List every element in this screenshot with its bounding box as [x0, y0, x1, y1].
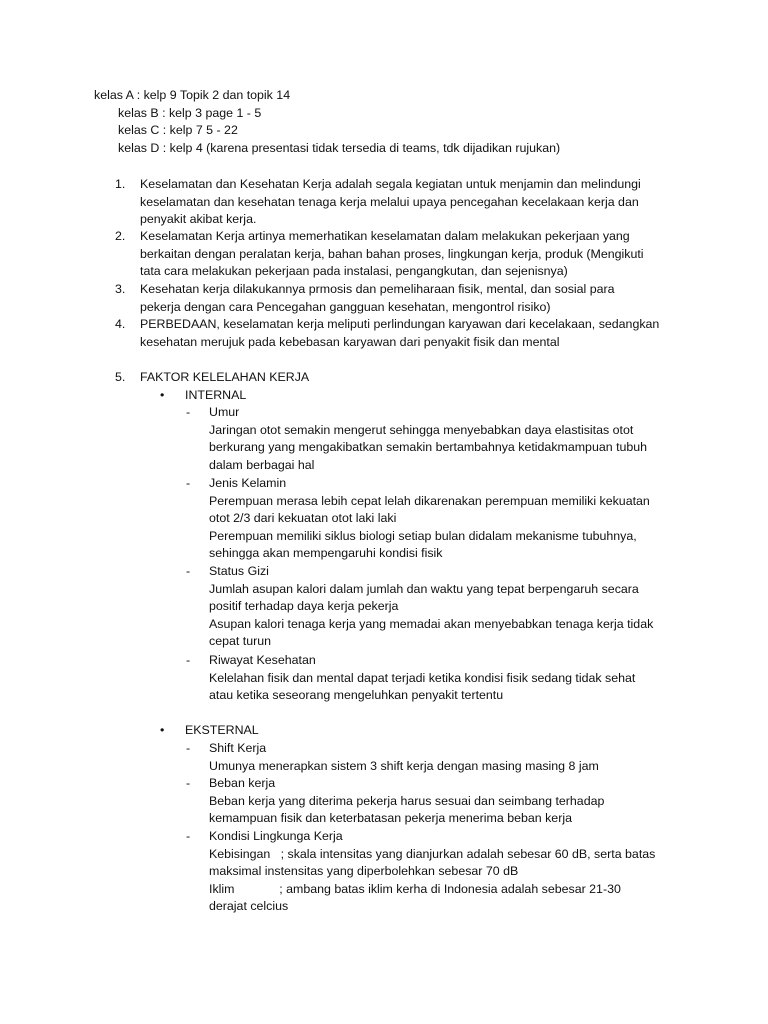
sub-item-text: Beban kerja yang diterima pekerja harus sesuai dan seimbang terhadap: [209, 793, 605, 808]
section-title: FAKTOR KELELAHAN KERJA: [140, 370, 310, 384]
bullet-icon: •: [160, 723, 165, 737]
sub-item-text: Jumlah asupan kalori dalam jumlah dan waktu yang tepat berpengaruh secara: [209, 581, 639, 596]
bullet-label: INTERNAL: [185, 388, 247, 402]
item-text: keselamatan dan kesehatan tenaga kerja melalui upaya pencegahan kecelakaan kerja dan: [140, 194, 639, 209]
sub-item-text: otot 2/3 dari kekuatan otot laki laki: [209, 511, 397, 526]
item-number: 3.: [115, 282, 126, 296]
dash-icon: -: [186, 405, 191, 419]
bullet-label: EKSTERNAL: [185, 723, 259, 737]
dash-icon: -: [186, 741, 191, 755]
dash-icon: -: [186, 653, 191, 667]
sub-item-title: Kondisi Lingkunga Kerja: [209, 829, 343, 843]
class-b-line: kelas B : kelp 3 page 1 - 5: [118, 105, 262, 120]
sub-item-text: Umunya menerapkan sistem 3 shift kerja dengan masing masing 8 jam: [209, 758, 599, 773]
item-text: berkaitan dengan peralatan kerja, bahan bahan proses, lingkungan kerja, produk (Mengikuti: [140, 246, 644, 261]
sub-item-text: atau ketika seseorang mengeluhkan penyakit tertentu: [209, 688, 504, 703]
sub-item-text: kemampuan fisik dan keterbatasan pekerja menerima beban kerja: [209, 811, 572, 826]
sub-item-text: cepat turun: [209, 634, 271, 649]
sub-item-title: Riwayat Kesehatan: [209, 653, 316, 667]
sub-item-text: Kebisingan ; skala intensitas yang dianjurkan adalah sebesar 60 dB, serta batas: [209, 846, 656, 861]
item-text: pekerja dengan cara Pencegahan gangguan kesehatan, mengontrol risiko): [140, 299, 551, 314]
sub-item-text: Perempuan merasa lebih cepat lelah dikarenakan perempuan memiliki kekuatan: [209, 493, 650, 508]
item-number: 4.: [115, 317, 126, 331]
item-text: tata cara melakukan pekerjaan pada instalasi, pengangkutan, dan sejenisnya): [140, 264, 568, 279]
sub-item-text: Jaringan otot semakin mengerut sehingga menyebabkan daya elastisitas otot: [209, 422, 634, 437]
sub-item-text: positif terhadap daya kerja pekerja: [209, 599, 399, 614]
class-c-line: kelas C : kelp 7 5 - 22: [118, 123, 238, 138]
bullet-icon: •: [160, 388, 165, 402]
item-number: 5.: [115, 370, 126, 384]
item-text: Keselamatan Kerja artinya memerhatikan keselamatan dalam melakukan pekerjaan yang: [140, 229, 630, 243]
item-text: Keselamatan dan Kesehatan Kerja adalah segala kegiatan untuk menjamin dan melindungi: [140, 177, 641, 191]
sub-item-title: Jenis Kelamin: [209, 476, 287, 490]
sub-item-text: berkurang yang mengakibatkan semakin bertambahnya ketidakmampuan tubuh: [209, 440, 648, 455]
sub-item-title: Status Gizi: [209, 564, 269, 578]
sub-item-text: dalam berbagai hal: [209, 457, 315, 472]
class-d-line: kelas D : kelp 4 (karena presentasi tidak tersedia di teams, tdk dijadikan rujukan): [118, 140, 561, 155]
item-number: 1.: [115, 177, 126, 191]
item-number: 2.: [115, 229, 126, 243]
sub-item-text: Perempuan memiliki siklus biologi setiap bulan didalam mekanisme tubuhnya,: [209, 528, 637, 543]
class-assignments: [0, 87, 768, 157]
item-text: PERBEDAAN, keselamatan kerja meliputi perlindungan karyawan dari kecelakaan, sedangkan: [140, 317, 660, 331]
class-a-line: kelas A : kelp 9 Topik 2 dan topik 14: [94, 88, 291, 102]
dash-icon: -: [186, 476, 191, 490]
sub-item-text: Iklim ; ambang batas iklim kerha di Indonesia adalah sebesar 21-30: [209, 881, 621, 896]
dash-icon: -: [186, 829, 191, 843]
sub-item-text: Asupan kalori tenaga kerja yang memadai akan menyebabkan tenaga kerja tidak: [209, 616, 654, 631]
sub-item-title: Beban kerja: [209, 776, 276, 790]
dash-icon: -: [186, 564, 191, 578]
item-text: kesehatan merujuk pada kebebasan karyawan dari penyakit fisik dan mental: [140, 334, 560, 349]
sub-item-title: Shift Kerja: [209, 741, 267, 755]
dash-icon: -: [186, 776, 191, 790]
item-text: penyakit akibat kerja.: [140, 212, 257, 227]
sub-item-text: derajat celcius: [209, 899, 289, 914]
sub-item-text: maksimal instensitas yang diperbolehkan sebesar 70 dB: [209, 864, 519, 879]
sub-item-text: sehingga akan mempengaruhi kondisi fisik: [209, 546, 443, 561]
sub-item-title: Umur: [209, 405, 240, 419]
item-text: Kesehatan kerja dilakukannya prmosis dan pemeliharaan fisik, mental, dan sosial para: [140, 282, 615, 296]
sub-item-text: Kelelahan fisik dan mental dapat terjadi ketika kondisi fisik sedang tidak sehat: [209, 670, 636, 685]
